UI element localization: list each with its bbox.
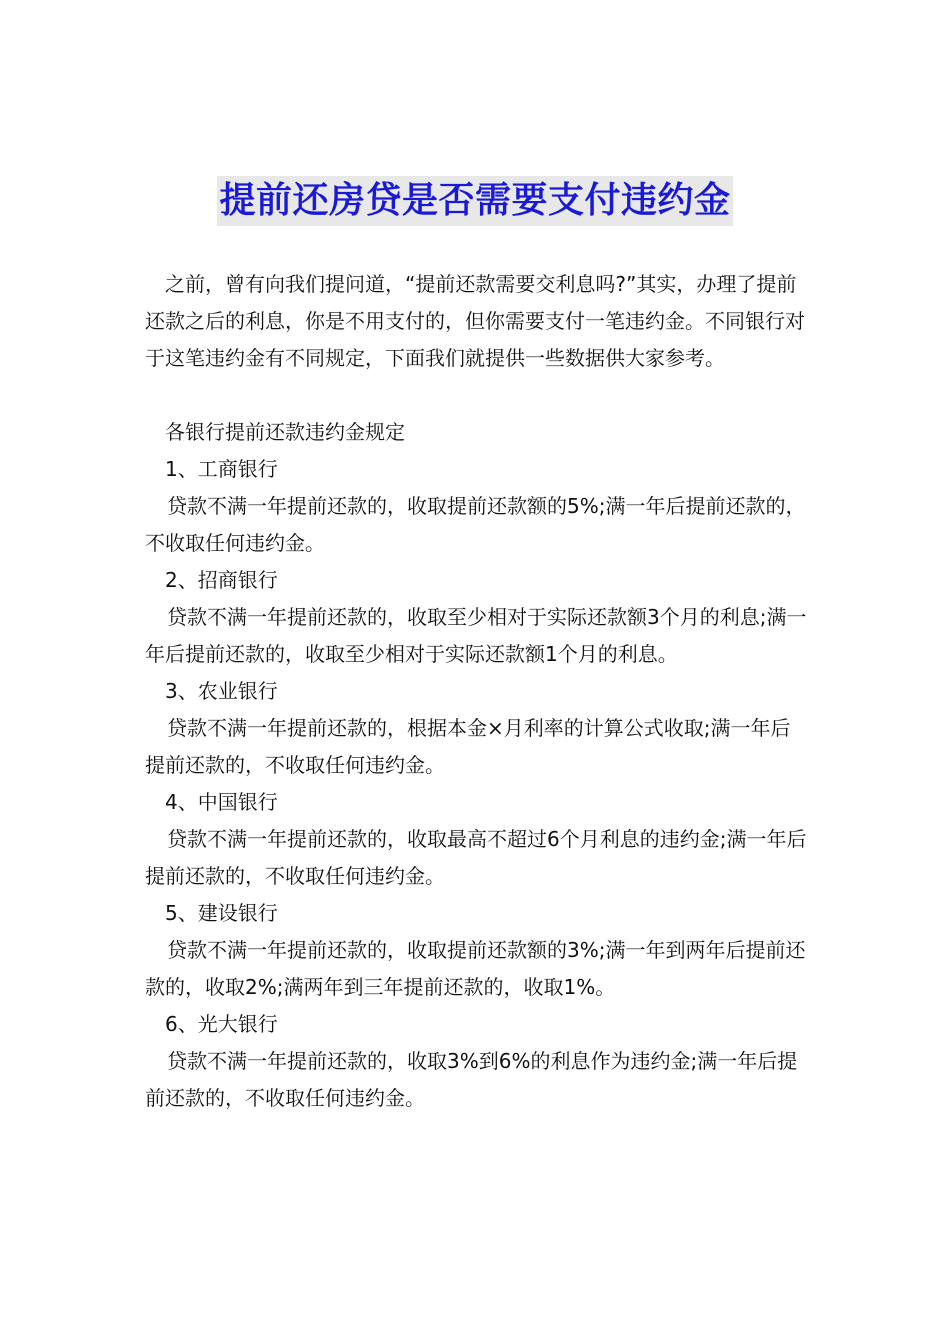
bank-text-6: 贷款不满一年提前还款的，收取3%到6%的利息作为违约金;满一年后提前还款的，不收取任何违约金。	[145, 1049, 798, 1110]
section-heading: 各银行提前还款违约金规定	[165, 420, 405, 444]
blank-line	[145, 377, 807, 414]
bank-text-2: 贷款不满一年提前还款的，收取至少相对于实际还款额3个月的利息;满一年后提前还款的，收取至少相对于实际还款额1个月的利息。	[145, 605, 807, 666]
bank-text-4: 贷款不满一年提前还款的，收取最高不超过6个月利息的违约金;满一年后提前还款的，不收取任何违约金。	[145, 827, 807, 888]
document-body	[145, 266, 807, 1117]
bank-text-1: 贷款不满一年提前还款的，收取提前还款额的5%;满一年后提前还款的，不收取任何违约金。	[145, 494, 806, 555]
title-container	[0, 176, 950, 226]
bank-heading-1: 1、工商银行	[165, 457, 278, 481]
bank-text-3: 贷款不满一年提前还款的，根据本金×月利率的计算公式收取;满一年后提前还款的，不收取任何违约金。	[145, 716, 791, 777]
intro-paragraph: 之前，曾有向我们提问道，“提前还款需要交利息吗?”其实，办理了提前还款之后的利息，你是不用支付的，但你需要支付一笔违约金。不同银行对于这笔违约金有不同规定，下面我们就提供一些数据供大家参考。	[145, 272, 805, 370]
bank-text-5: 贷款不满一年提前还款的，收取提前还款额的3%;满一年到两年后提前还款的，收取2%;满两年到三年提前还款的，收取1%。	[145, 938, 806, 999]
bank-heading-3: 3、农业银行	[165, 679, 278, 703]
document-title: 提前还房贷是否需要支付违约金	[217, 176, 732, 226]
bank-heading-6: 6、光大银行	[165, 1012, 278, 1036]
bank-heading-5: 5、建设银行	[165, 901, 278, 925]
bank-heading-2: 2、招商银行	[165, 568, 278, 592]
bank-heading-4: 4、中国银行	[165, 790, 278, 814]
